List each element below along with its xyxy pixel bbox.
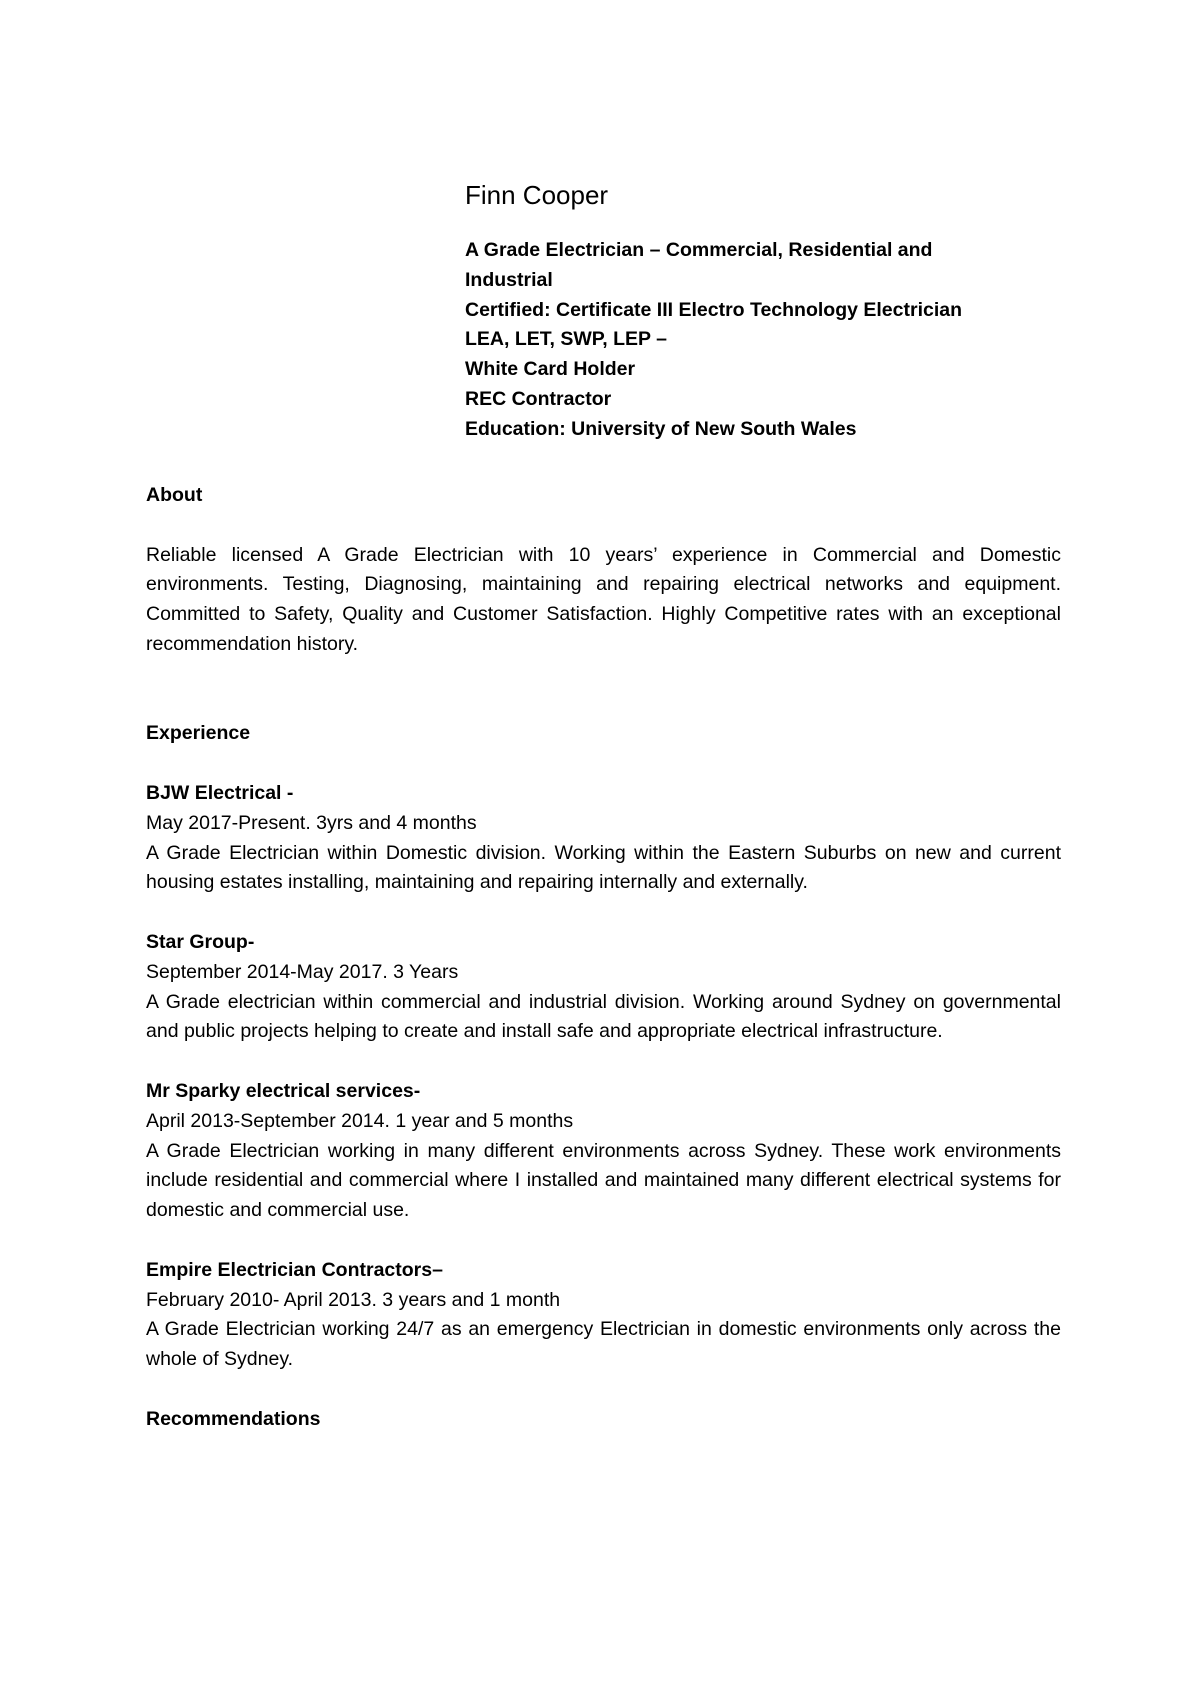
resume-header — [465, 178, 1025, 445]
recommendations-heading: Recommendations — [146, 1407, 321, 1430]
credential-line: LEA, LET, SWP, LEP – — [465, 328, 667, 351]
job-description: A Grade Electrician within Domestic division. Working within the Eastern Suburbs on new and current housing estates installing, maintaining and repairing internally and externally. — [146, 841, 1061, 894]
job-dates: May 2017-Present. 3yrs and 4 months — [146, 811, 477, 834]
credential-line: White Card Holder — [465, 358, 636, 381]
job-dates: February 2010- April 2013. 3 years and 1 month — [146, 1288, 561, 1311]
credentials-list — [465, 236, 1025, 445]
credential-line: Education: University of New South Wales — [465, 417, 857, 440]
job-description: A Grade Electrician working in many different environments across Sydney. These work environments include residential and commercial where I installed and maintained many different electrical systems for domestic and commercial use. — [146, 1139, 1061, 1222]
about-text: Reliable licensed A Grade Electrician with 10 years’ experience in Commercial and Domestic environments. Testing, Diagnosing, maintaining and repairing electrical networks and equipment. Committed to Safety, Quality and Customer Satisfaction. Highly Competitive rates with an exceptional recommendation history. — [146, 543, 1061, 655]
credential-line: Certified: Certificate III Electro Technology Electrician — [465, 298, 963, 321]
job-company: BJW Electrical - — [146, 781, 294, 804]
about-heading: About — [146, 484, 203, 506]
credential-line: REC Contractor — [465, 387, 612, 410]
job-description: A Grade electrician within commercial and industrial division. Working around Sydney on governmental and public projects helping to create and install safe and appropriate electrical infrastructure. — [146, 990, 1061, 1043]
experience-heading: Experience — [146, 722, 251, 745]
resume-body — [146, 481, 1061, 1435]
job-company: Mr Sparky electrical services- — [146, 1079, 421, 1102]
candidate-name: Finn Cooper — [465, 180, 609, 210]
job-dates: September 2014-May 2017. 3 Years — [146, 960, 459, 983]
job-entry — [146, 1256, 1061, 1375]
job-entry — [146, 928, 1061, 1047]
job-entry — [146, 1077, 1061, 1226]
credential-line: Industrial — [465, 268, 553, 291]
credential-line: A Grade Electrician – Commercial, Residential and — [465, 239, 933, 261]
job-company: Star Group- — [146, 930, 255, 953]
job-dates: April 2013-September 2014. 1 year and 5 months — [146, 1109, 574, 1132]
job-entry — [146, 779, 1061, 898]
job-company: Empire Electrician Contractors– — [146, 1258, 443, 1281]
job-description: A Grade Electrician working 24/7 as an emergency Electrician in domestic environments only across the whole of Sydney. — [146, 1318, 1061, 1371]
